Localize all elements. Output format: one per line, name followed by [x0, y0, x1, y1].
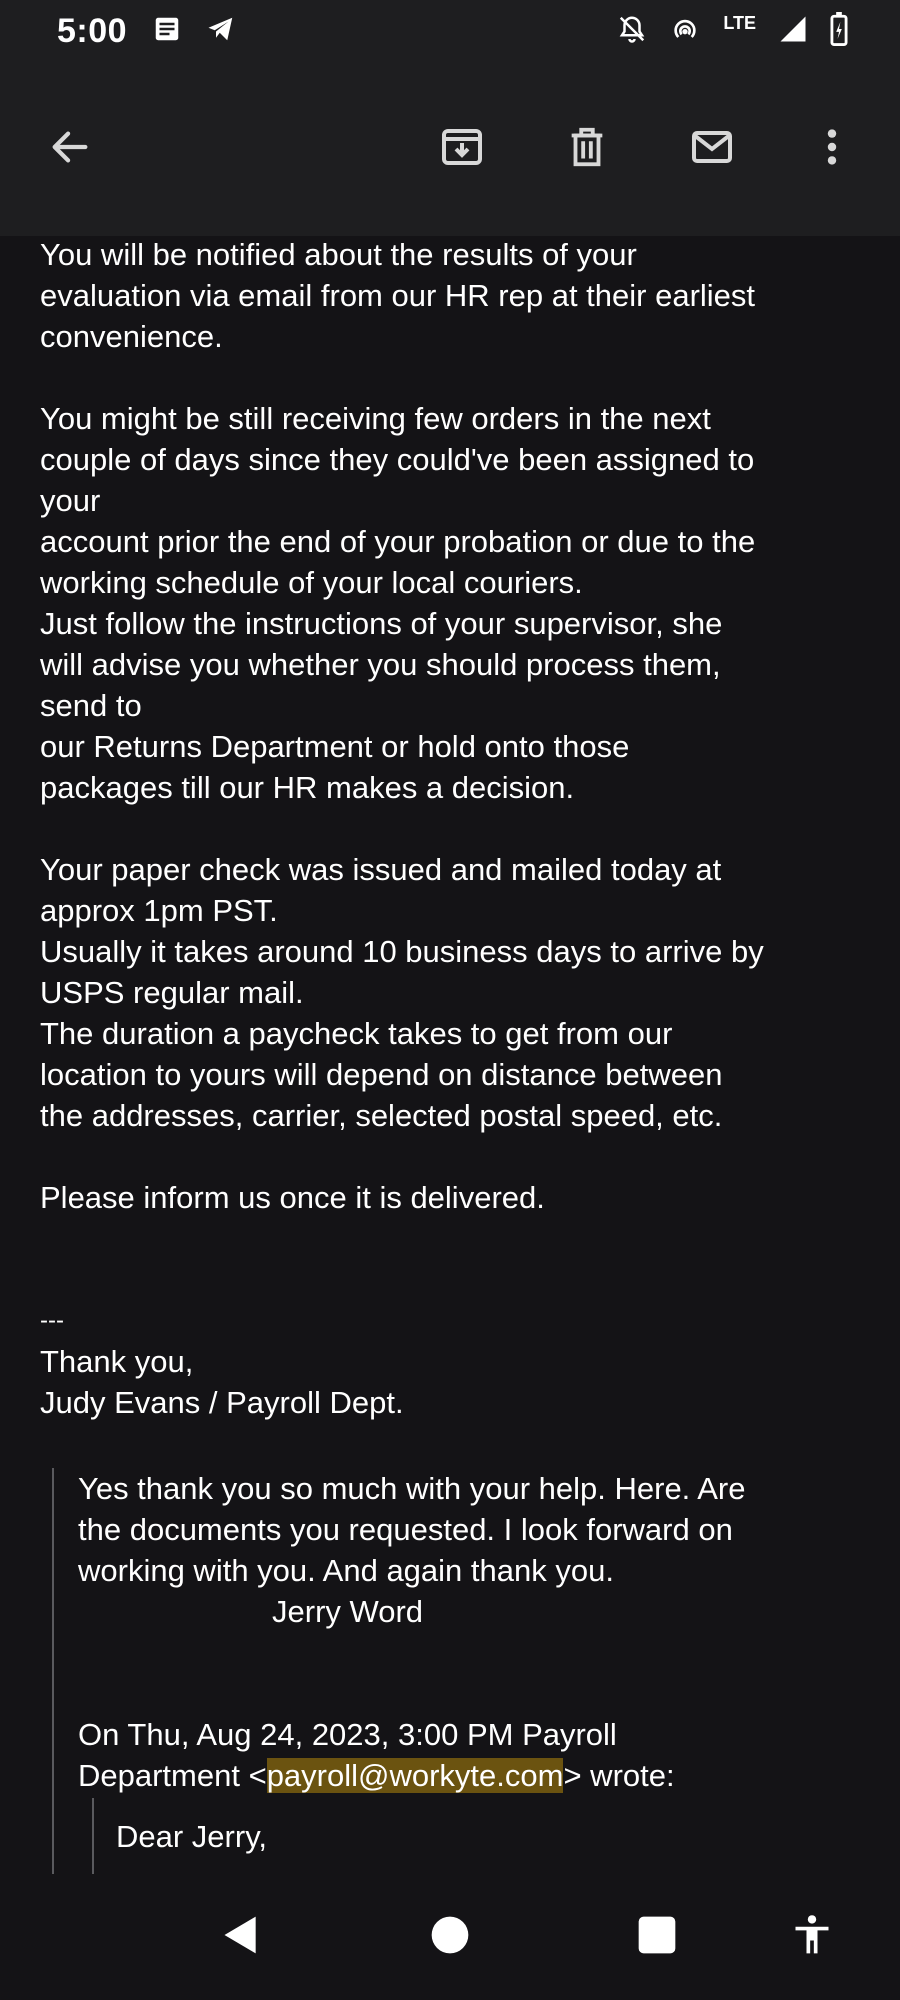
- mark-unread-icon[interactable]: [680, 115, 744, 179]
- email-paragraph: Your paper check was issued and mailed today at approx 1pm PST. Usually it takes around 10 business days to arrive by USPS regular mail. The duration a paycheck takes to get from our location to yours will depend on distance between the addresses, carrier, selected postal speed, etc.: [40, 852, 764, 1133]
- delete-icon[interactable]: [555, 115, 619, 179]
- back-arrow-icon[interactable]: [38, 115, 102, 179]
- nested-greeting: Dear Jerry,: [116, 1819, 268, 1854]
- quoted-reply: [52, 1468, 874, 1874]
- home-circle-icon[interactable]: [415, 1900, 485, 1970]
- attribution-prefix: On Thu, Aug 24, 2023, 3:00 PM Payroll Department <: [78, 1717, 617, 1793]
- signature-name: Judy Evans / Payroll Dept.: [40, 1385, 404, 1420]
- quoted-reply-content: [78, 1468, 868, 1796]
- email-paragraph: Please inform us once it is delivered.: [40, 1180, 545, 1215]
- email-toolbar: [0, 64, 900, 236]
- email-paragraph: You might be still receiving few orders in the next couple of days since they could've been assigned to your account prior the end of your probation or due to the working schedule of your local couriers. Just follow the instructions of your supervisor, she will advise you whether you should process them, send to our Returns Department or hold onto those packages till our HR makes a decision.: [40, 401, 756, 805]
- quoted-reply-signature: Jerry Word: [272, 1594, 424, 1629]
- system-nav-bar: [0, 1874, 900, 2000]
- network-type: LTE: [723, 13, 756, 33]
- nested-quote: [92, 1798, 268, 1874]
- telegram-icon: [204, 14, 238, 49]
- status-time: 5:00: [57, 12, 128, 50]
- system-status-icons: [617, 12, 848, 51]
- accessibility-icon[interactable]: [777, 1900, 847, 1970]
- more-vert-icon[interactable]: [800, 115, 864, 179]
- notification-icons: [152, 14, 238, 49]
- attribution-suffix: > wrote:: [563, 1758, 675, 1793]
- back-triangle-icon[interactable]: [206, 1900, 276, 1970]
- quoted-reply-text: Yes thank you so much with your help. Here. Are the documents you requested. I look forward on working with you. And again thank you.: [78, 1471, 746, 1588]
- attribution-email-link[interactable]: payroll@workyte.com: [266, 1758, 564, 1793]
- signal-icon: [778, 14, 808, 49]
- recents-square-icon[interactable]: [622, 1900, 692, 1970]
- hotspot-icon: [669, 13, 701, 50]
- quoted-attribution: [78, 1714, 868, 1796]
- signature-separator: ---: [40, 1307, 64, 1334]
- signature-thanks: Thank you,: [40, 1344, 194, 1379]
- battery-icon: [830, 12, 848, 51]
- status-bar: [0, 0, 900, 64]
- notifications-off-icon: [617, 13, 647, 50]
- email-body: [40, 234, 870, 1423]
- email-paragraph: You will be notified about the results of your evaluation via email from our HR rep at their earliest convenience.: [40, 237, 756, 354]
- archive-icon[interactable]: [430, 115, 494, 179]
- document-notification-icon: [152, 14, 182, 49]
